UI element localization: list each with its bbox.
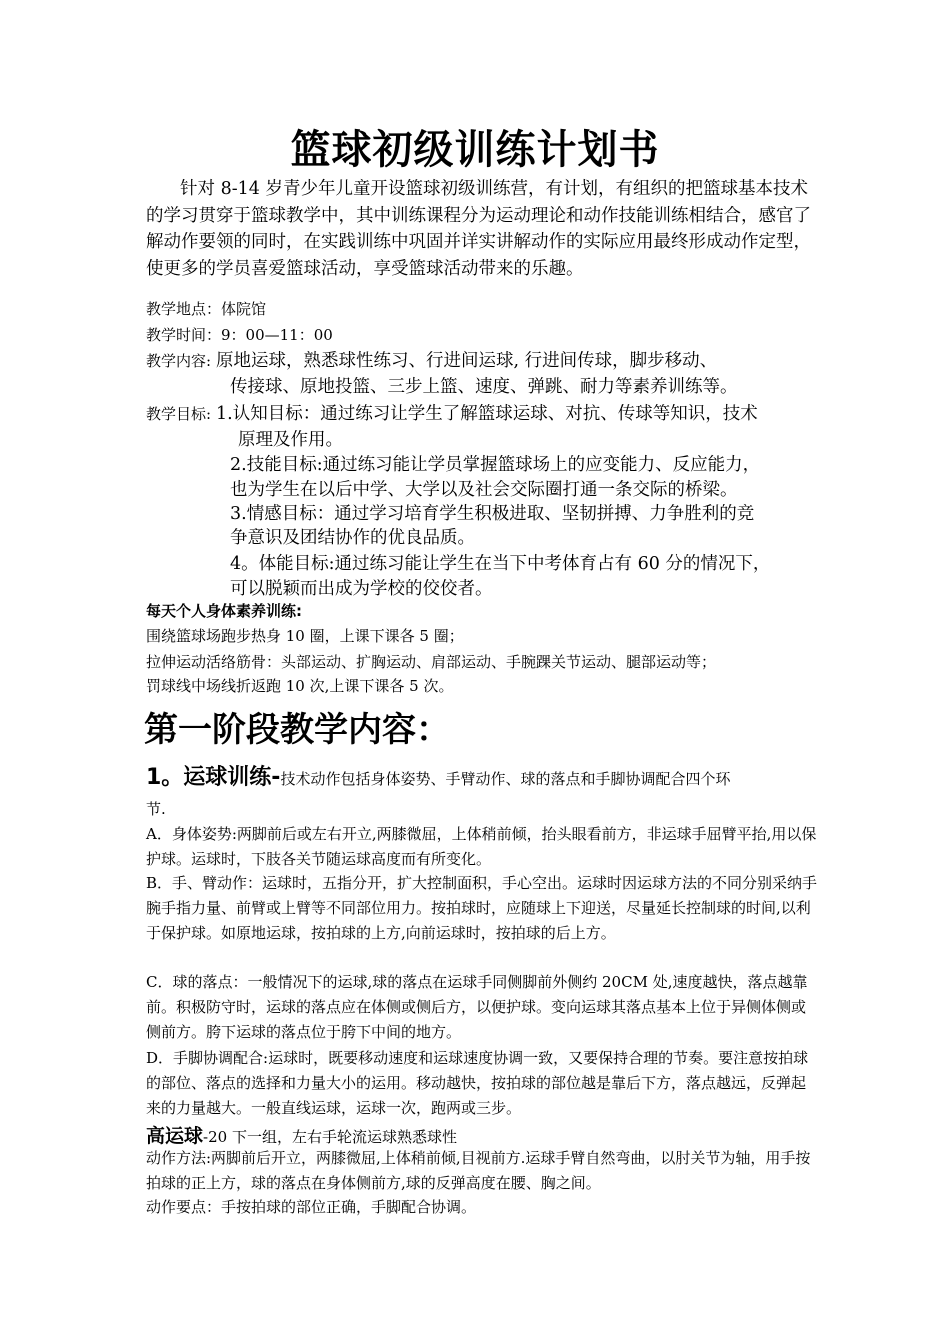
high-dribble-description: -20 下一组，左右手轮流运球熟悉球性 bbox=[203, 1128, 457, 1146]
method-paragraph: 动作方法:两脚前后开立，两膝微屈,上体稍前倾,目视前方.运球手臂自然弯曲，以肘关节为轴，用手按拍球的正上方，球的落点在身体侧前方,球的反弹高度在腰、胸之间。 bbox=[146, 1149, 811, 1192]
dribble-heading-line bbox=[146, 760, 730, 791]
dribble-description: 技术动作包括身体姿势、手臂动作、球的落点和手脚协调配合四个环 bbox=[280, 770, 731, 788]
content-line-1: 原地运球，熟悉球性练习、行进间运球, 行进间传球，脚步移动、 bbox=[216, 351, 718, 371]
content-label: 教学内容: bbox=[146, 352, 212, 370]
goal4-line-2: 可以脱颖而出成为学校的佼佼者。 bbox=[230, 579, 493, 599]
daily-item-3: 罚球线中场线折返跑 10 次,上课下课各 5 次。 bbox=[146, 677, 454, 695]
daily-training-title: 每天个人身体素养训练: bbox=[146, 602, 302, 620]
page-title: 篮球初级训练计划书 bbox=[290, 127, 660, 173]
dribble-heading: 1。运球训练- bbox=[146, 765, 281, 790]
goal1-line-1: 1.认知目标：通过练习让学生了解篮球运球、对抗、传球等知识，技术 bbox=[216, 404, 758, 424]
teaching-place: 教学地点：体院馆 bbox=[146, 300, 267, 318]
goal3-line-1: 3.情感目标：通过学习培育学生积极进取、坚韧拼搏、力争胜利的竞 bbox=[230, 504, 755, 524]
item-d-coordination: D．手脚协调配合:运球时，既要移动速度和运球速度协调一致，又要保持合理的节奏。要注意按拍球的部位、落点的选择和力量大小的运用。移动越快，按拍球的部位越是靠后下方，落点越远，反弹起来的力量越大。一般直线运球，运球一次，跑两或三步。 bbox=[146, 1049, 809, 1117]
item-c-ball-landing: C．球的落点：一般情况下的运球,球的落点在运球手同侧脚前外侧约 20CM 处,速度越快，落点越靠前。积极防守时，运球的落点应在体侧或侧后方，以便护球。变向运球其落点基本上位于异侧体侧或侧前方。胯下运球的落点位于胯下中间的地方。 bbox=[146, 973, 808, 1041]
teaching-time: 教学时间：9：00—11：00 bbox=[146, 326, 333, 344]
intro-paragraph: 针对 8-14 岁青少年儿童开设篮球初级训练营，有计划，有组织的把篮球基本技术的学习贯穿于篮球教学中，其中训练课程分为运动理论和动作技能训练相结合，感官了解动作要领的同时，在实践训练中巩固并详实讲解动作的实际应用最终形成动作定型，使更多的学员喜爱篮球活动，享受篮球活动带来的乐趣。 bbox=[146, 179, 811, 279]
goal-label: 教学目标: bbox=[146, 405, 212, 423]
goal2-line-1: 2.技能目标:通过练习能让学员掌握篮球场上的应变能力、反应能力， bbox=[230, 455, 761, 475]
goal2-line-2: 也为学生在以后中学、大学以及社会交际圈打通一条交际的桥梁。 bbox=[230, 480, 738, 500]
item-a-body-posture: A．身体姿势:两脚前后或左右开立,两膝微屈，上体稍前倾，抬头眼看前方，非运球手屈臂平抬,用以保护球。运球时，下肢各关节随运球高度而有所变化。 bbox=[146, 825, 817, 868]
goal4-line-1: 4。体能目标:通过练习能让学生在当下中考体育占有 60 分的情况下， bbox=[230, 554, 771, 574]
daily-item-1: 围绕篮球场跑步热身 10 圈，上课下课各 5 圈； bbox=[146, 627, 464, 645]
content-line-2: 传接球、原地投篮、三步上篮、速度、弹跳、耐力等素养训练等。 bbox=[230, 377, 738, 397]
item-b-hand-arm: B．手、臂动作：运球时，五指分开，扩大控制面积，手心空出。运球时因运球方法的不同分别采纳手腕手指力量、前臂或上臂等不同部位用力。按拍球时，应随球上下迎送，尽量延长控制球的时间,以利于保护球。如原地运球，按拍球的上方,向前运球时，按拍球的后上方。 bbox=[146, 874, 818, 942]
dribble-description-end: 节. bbox=[146, 800, 166, 818]
stage-title: 第一阶段教学内容： bbox=[144, 710, 450, 750]
high-dribble-line bbox=[146, 1121, 457, 1148]
high-dribble-heading: 高运球 bbox=[146, 1125, 204, 1147]
goal3-line-2: 争意识及团结协作的优良品质。 bbox=[230, 528, 475, 548]
goal1-line-2: 原理及作用。 bbox=[238, 430, 343, 450]
daily-item-2: 拉伸运动活络筋骨：头部运动、扩胸运动、肩部运动、手腕踝关节运动、腿部运动等； bbox=[146, 653, 717, 671]
key-points: 动作要点：手按拍球的部位正确，手脚配合协调。 bbox=[146, 1198, 477, 1216]
